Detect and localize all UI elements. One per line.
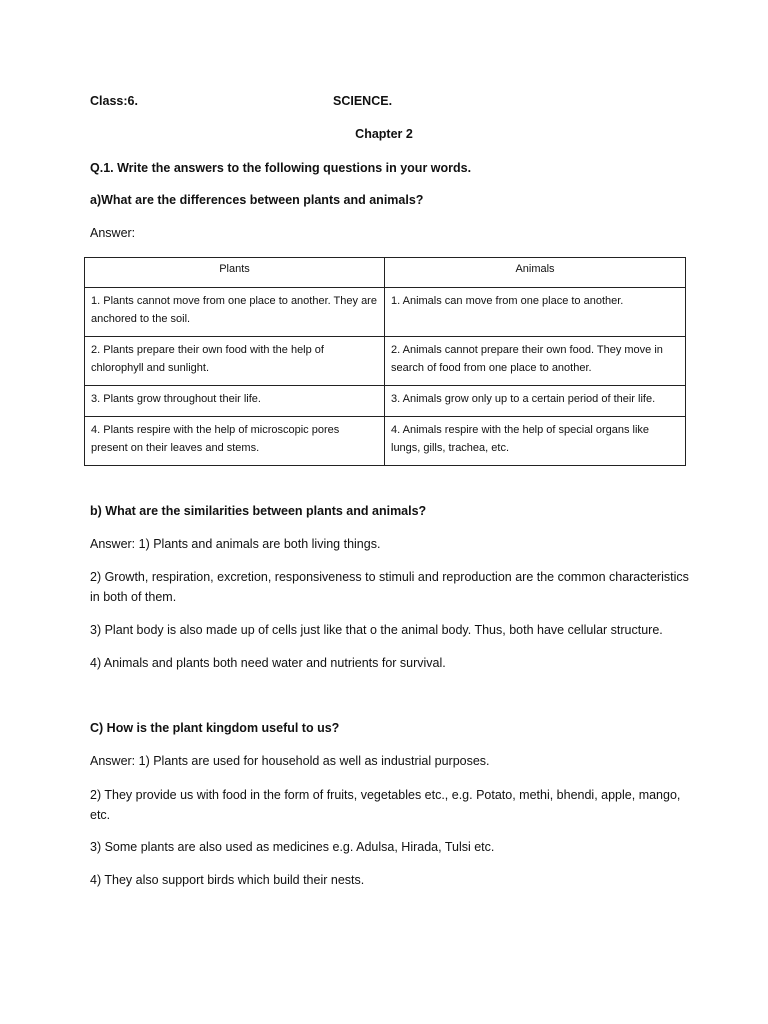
table-cell: 3. Plants grow throughout their life. (85, 386, 385, 417)
table-cell: 4. Animals respire with the help of special organs like lungs, gills, trachea, etc. (385, 417, 686, 466)
class-label: Class:6. (90, 94, 138, 108)
subject-label: SCIENCE. (333, 94, 393, 108)
answer-c-4: 4) They also support birds which build their nests. (90, 873, 365, 887)
table-header-animals: Animals (385, 258, 686, 288)
document-header (90, 94, 690, 112)
question-c: C) How is the plant kingdom useful to us? (90, 721, 340, 735)
chapter-title (0, 127, 768, 141)
question-b: b) What are the similarities between plants and animals? (90, 504, 427, 518)
table-row (85, 386, 686, 417)
answer-c-2: 2) They provide us with food in the form of fruits, vegetables etc., e.g. Potato, methi, bhendi, apple, mango, etc. (90, 788, 681, 822)
table-cell: 2. Animals cannot prepare their own food. They move in search of food from one place to another. (385, 337, 686, 386)
question-a: a)What are the differences between plants and animals? (90, 193, 424, 207)
answer-b-3: 3) Plant body is also made up of cells just like that o the animal body. Thus, both have cellular structure. (90, 623, 663, 637)
table-header-plants: Plants (85, 258, 385, 288)
table-cell: 3. Animals grow only up to a certain period of their life. (385, 386, 686, 417)
answer-b-4: 4) Animals and plants both need water and nutrients for survival. (90, 656, 446, 670)
question-1-title: Q.1. Write the answers to the following questions in your words. (90, 161, 472, 175)
chapter-title-text: Chapter 2 (355, 127, 413, 141)
answer-b-2: 2) Growth, respiration, excretion, responsiveness to stimuli and reproduction are the common characteristics in both of them. (90, 570, 689, 604)
answer-a-label: Answer: (90, 226, 136, 240)
answer-b-1: Answer: 1) Plants and animals are both living things. (90, 537, 381, 551)
table-cell: 1. Animals can move from one place to another. (385, 288, 686, 337)
table-row (85, 337, 686, 386)
table-row (85, 288, 686, 337)
table-cell: 4. Plants respire with the help of microscopic pores present on their leaves and stems. (85, 417, 385, 466)
table-row (85, 417, 686, 466)
comparison-table (84, 257, 686, 466)
table-cell: 1. Plants cannot move from one place to another. They are anchored to the soil. (85, 288, 385, 337)
answer-c-1: Answer: 1) Plants are used for household as well as industrial purposes. (90, 754, 490, 768)
answer-c-3: 3) Some plants are also used as medicines e.g. Adulsa, Hirada, Tulsi etc. (90, 840, 495, 854)
table-cell: 2. Plants prepare their own food with the help of chlorophyll and sunlight. (85, 337, 385, 386)
